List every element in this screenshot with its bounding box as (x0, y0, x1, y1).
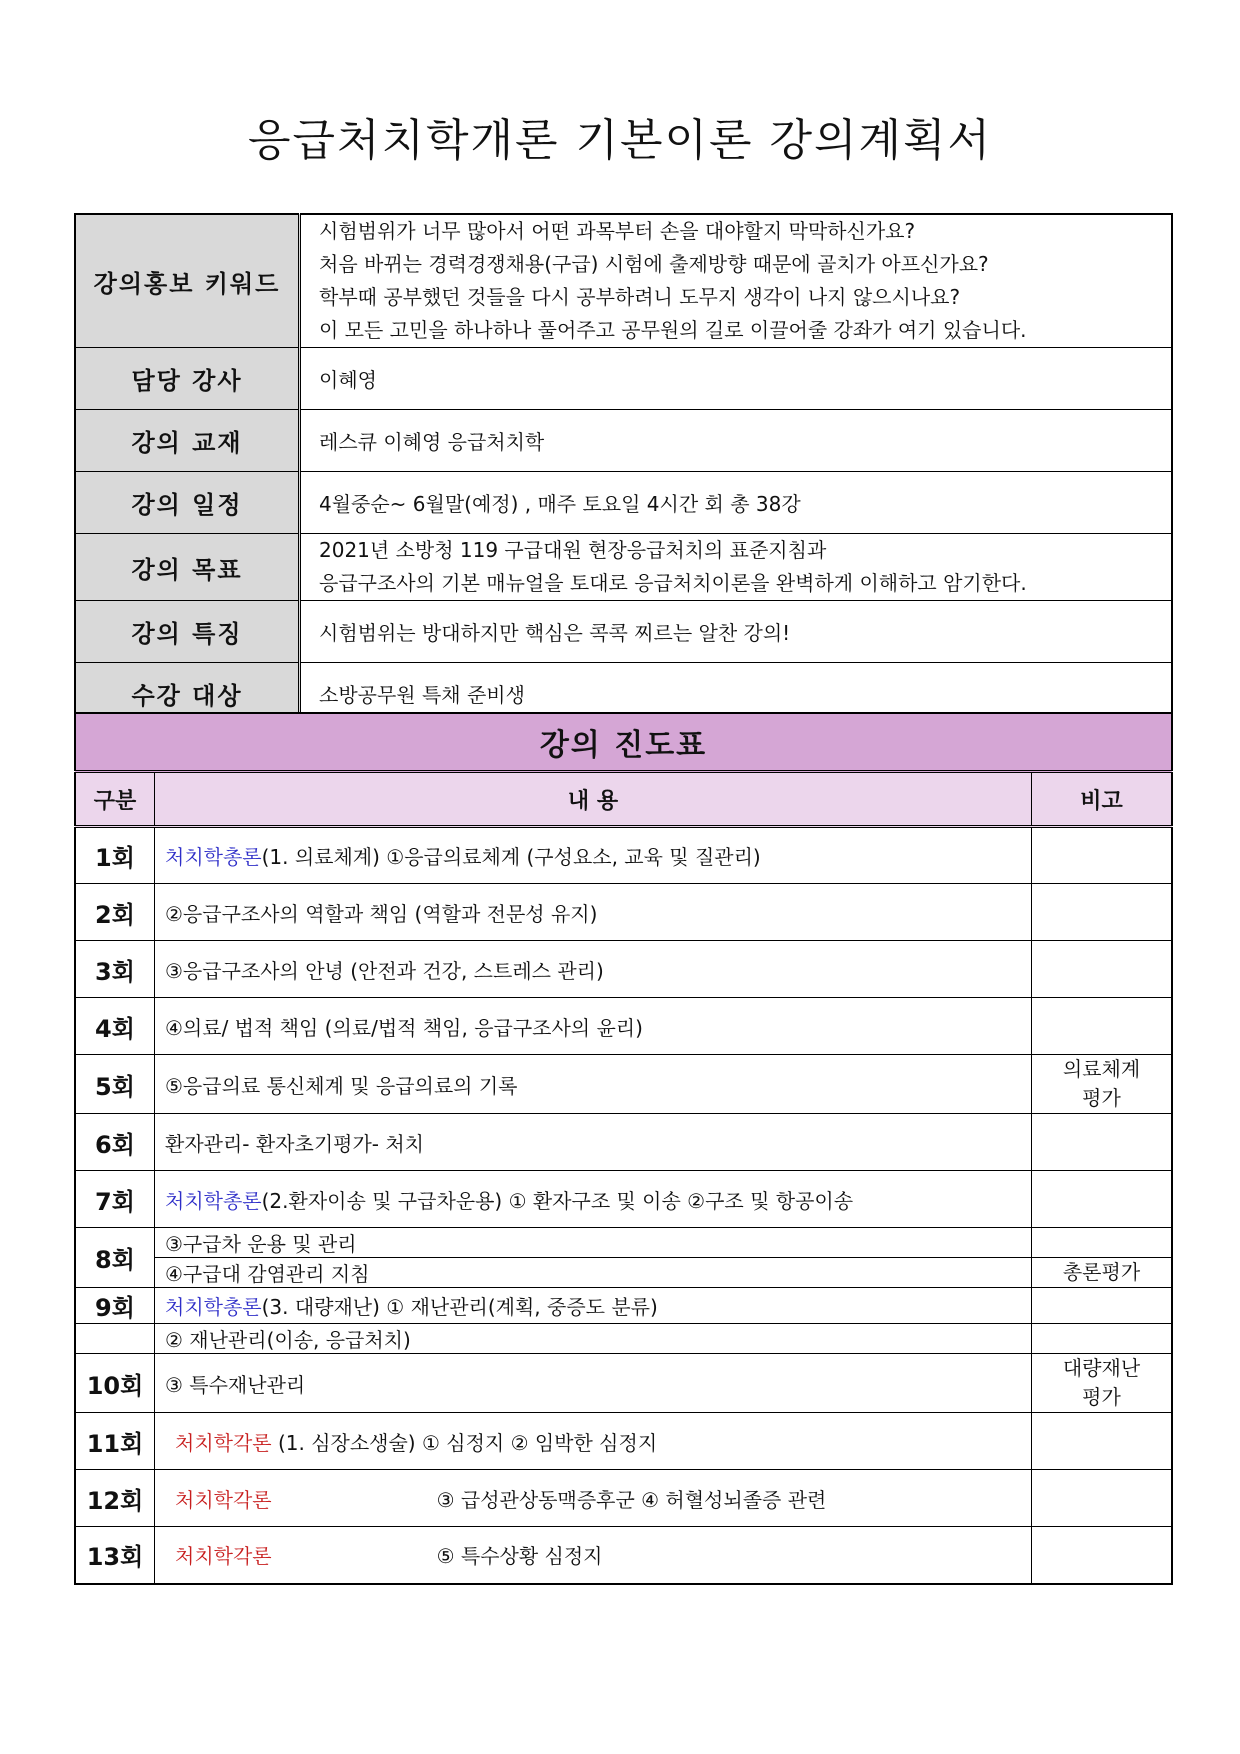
table-row (75, 827, 1172, 884)
row-note (1032, 1114, 1173, 1171)
table-row (75, 1171, 1172, 1228)
row-number: 1회 (75, 827, 155, 884)
subject-prefix: 처치학각론 (175, 1544, 272, 1569)
row-content (155, 1258, 1032, 1288)
row-text: ③구급차 운용 및 관리 (165, 1232, 357, 1256)
col-header-num: 구분 (75, 772, 155, 827)
textbook-label: 강의 교재 (75, 410, 300, 472)
promo-line: 이 모든 고민을 하나하나 풀어주고 공무원의 길로 이끌어줄 강좌가 여기 있습니다. (319, 318, 1027, 342)
row-content (155, 1527, 1032, 1584)
textbook-value: 레스큐 이혜영 응급처치학 (300, 410, 1173, 472)
row-text: (3. 대량재난) ① 재난관리(계획, 중증도 분류) (261, 1295, 658, 1319)
row-content (155, 1171, 1032, 1228)
promo-line: 시험범위가 너무 많아서 어떤 과목부터 손을 대야할지 막막하신가요? (319, 219, 916, 243)
row-note (1032, 1470, 1173, 1527)
row-number: 7회 (75, 1171, 155, 1228)
row-note (1032, 827, 1173, 884)
row-content (155, 1288, 1032, 1324)
row-text: ⑤ 특수상황 심정지 (436, 1544, 603, 1569)
row-text: ④의료/ 법적 책임 (의료/법적 책임, 응급구조사의 윤리) (165, 1015, 643, 1040)
info-row-textbook (75, 410, 1172, 472)
row-content (155, 1413, 1032, 1470)
feature-label: 강의 특징 (75, 601, 300, 663)
row-note (1032, 1228, 1173, 1258)
row-note (1032, 1527, 1173, 1584)
row-note (1032, 1288, 1173, 1324)
table-row-continued (75, 1324, 1172, 1354)
row-note (1032, 998, 1173, 1055)
table-row-continued (75, 1258, 1172, 1288)
row-note (1032, 1171, 1173, 1228)
promo-line: 처음 바뀌는 경력경쟁채용(구급) 시험에 출제방향 때문에 골치가 아프신가요? (319, 252, 989, 276)
row-number: 12회 (75, 1470, 155, 1527)
info-row-promo (75, 214, 1172, 348)
row-note (1032, 941, 1173, 998)
progress-banner: 강의 진도표 (75, 713, 1172, 772)
row-number: 4회 (75, 998, 155, 1055)
row-note (1032, 1324, 1173, 1354)
goal-text (300, 534, 1173, 601)
info-row-schedule (75, 472, 1172, 534)
subject-prefix: 처치학총론 (165, 845, 262, 869)
row-note (1032, 884, 1173, 941)
row-text: ③ 특수재난관리 (165, 1372, 306, 1397)
note-line: 평가 (1082, 1086, 1121, 1110)
table-row (75, 884, 1172, 941)
row-note (1032, 1413, 1173, 1470)
row-text: ④구급대 감염관리 지침 (165, 1262, 370, 1286)
promo-line: 학부때 공부했던 것들을 다시 공부하려니 도무지 생각이 나지 않으시나요? (319, 285, 961, 309)
note-line: 의료체계 (1062, 1057, 1141, 1081)
row-content (155, 827, 1032, 884)
col-header-note: 비고 (1032, 772, 1173, 827)
row-content (155, 998, 1032, 1055)
subject-prefix: 처치학총론 (165, 1295, 262, 1319)
row-number: 9회 (75, 1288, 155, 1324)
table-row (75, 1228, 1172, 1258)
col-header-content: 내 용 (155, 772, 1032, 827)
goal-line: 2021년 소방청 119 구급대원 현장응급처치의 표준지침과 (319, 538, 827, 562)
row-text: ③응급구조사의 안녕 (안전과 건강, 스트레스 관리) (165, 958, 604, 983)
table-row (75, 1114, 1172, 1171)
target-label: 수강 대상 (75, 663, 300, 725)
row-number: 2회 (75, 884, 155, 941)
target-value: 소방공무원 특채 준비생 (300, 663, 1173, 725)
row-number-empty (75, 1324, 155, 1354)
row-content (155, 1354, 1032, 1413)
row-number: 3회 (75, 941, 155, 998)
feature-value: 시험범위는 방대하지만 핵심은 콕콕 찌르는 알찬 강의! (300, 601, 1173, 663)
row-note: 총론평가 (1032, 1258, 1173, 1288)
subject-prefix: 처치학각론 (175, 1487, 272, 1512)
goal-label: 강의 목표 (75, 534, 300, 601)
row-text: ② 재난관리(이송, 응급처치) (165, 1328, 411, 1352)
row-text: ③ 급성관상동맥증후군 ④ 허혈성뇌졸증 관련 (436, 1487, 827, 1512)
goal-line: 응급구조사의 기본 매뉴얼을 토대로 응급처치이론을 완벽하게 이해하고 암기한다. (319, 571, 1027, 595)
row-number: 6회 (75, 1114, 155, 1171)
row-content (155, 1114, 1032, 1171)
promo-text (300, 214, 1173, 348)
info-row-instructor (75, 348, 1172, 410)
table-row (75, 1354, 1172, 1413)
row-number: 11회 (75, 1413, 155, 1470)
table-row (75, 1470, 1172, 1527)
course-info-table (74, 213, 1173, 726)
schedule-value: 4월중순~ 6월말(예정) , 매주 토요일 4시간 회 총 38강 (300, 472, 1173, 534)
table-row (75, 998, 1172, 1055)
row-text: 환자관리- 환자초기평가- 처치 (165, 1131, 424, 1156)
row-content (155, 1324, 1032, 1354)
table-row (75, 1055, 1172, 1114)
row-text: ⑤응급의료 통신체계 및 응급의료의 기록 (165, 1073, 518, 1098)
subject-prefix: 처치학각론 (175, 1430, 272, 1455)
progress-header-row (75, 772, 1172, 827)
row-content (155, 1055, 1032, 1114)
row-content (155, 1228, 1032, 1258)
row-text: (2.환자이송 및 구급차운용) ① 환자구조 및 이송 ②구조 및 항공이송 (261, 1188, 854, 1213)
row-note (1032, 1055, 1173, 1114)
page-title: 응급처치학개론 기본이론 강의계획서 (247, 115, 993, 166)
row-text: (1. 심장소생술) ① 심정지 ② 임박한 심정지 (271, 1430, 658, 1455)
progress-table (74, 712, 1173, 1585)
note-line: 평가 (1082, 1385, 1121, 1409)
progress-banner-row (75, 713, 1172, 772)
row-number: 13회 (75, 1527, 155, 1584)
row-content (155, 1470, 1032, 1527)
table-row (75, 1413, 1172, 1470)
info-row-goal (75, 534, 1172, 601)
promo-label: 강의홍보 키워드 (75, 214, 300, 348)
row-content (155, 884, 1032, 941)
row-number: 10회 (75, 1354, 155, 1413)
table-row (75, 1288, 1172, 1324)
row-text: (1. 의료체계) ①응급의료체계 (구성요소, 교육 및 질관리) (261, 845, 761, 869)
row-number: 5회 (75, 1055, 155, 1114)
info-row-feature (75, 601, 1172, 663)
row-text: ②응급구조사의 역할과 책임 (역할과 전문성 유지) (165, 901, 598, 926)
row-number: 8회 (75, 1228, 155, 1288)
row-note (1032, 1354, 1173, 1413)
table-row (75, 941, 1172, 998)
schedule-label: 강의 일정 (75, 472, 300, 534)
table-row (75, 1527, 1172, 1584)
row-content (155, 941, 1032, 998)
subject-prefix: 처치학총론 (165, 1188, 262, 1213)
note-line: 대량재난 (1062, 1356, 1141, 1380)
instructor-value: 이혜영 (300, 348, 1173, 410)
instructor-label: 담당 강사 (75, 348, 300, 410)
